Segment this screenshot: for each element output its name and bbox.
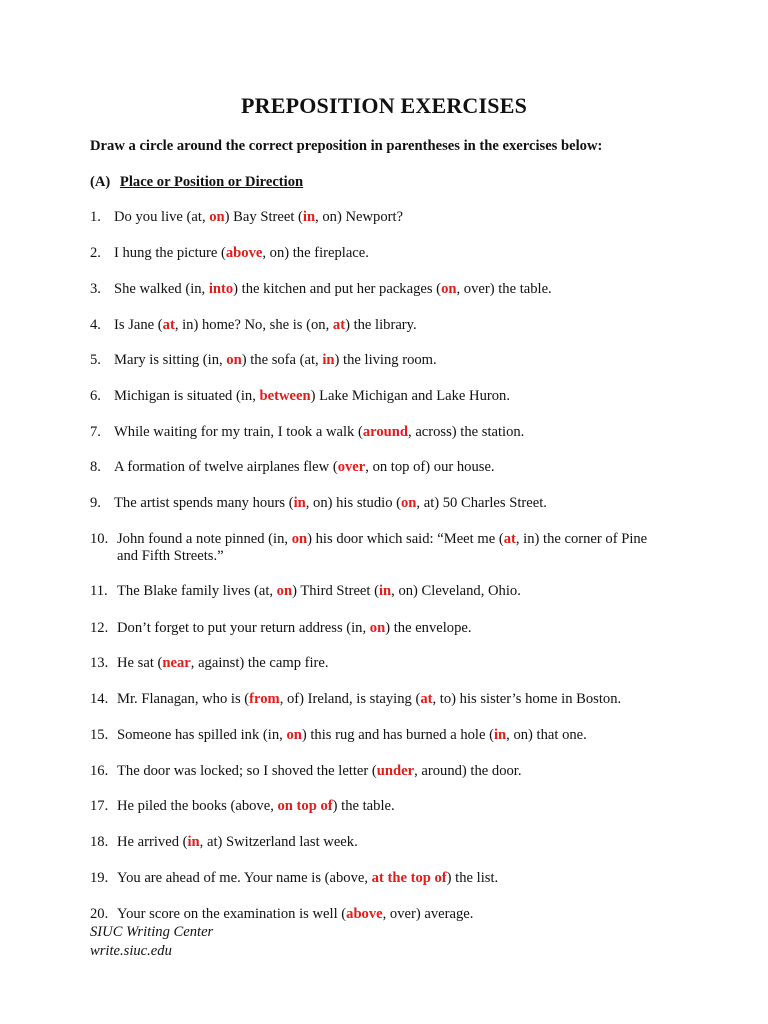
correct-preposition: between (259, 388, 311, 404)
exercise-item (90, 727, 700, 744)
sentence-text: Mr. Flanagan, who is ( (117, 691, 250, 707)
correct-preposition: near (162, 655, 191, 671)
correct-preposition: above (225, 245, 263, 261)
correct-preposition: at (332, 317, 346, 333)
exercise-item (90, 495, 700, 512)
correct-preposition: around (362, 424, 409, 440)
sentence-text: , over) the table. (456, 281, 552, 297)
correct-preposition: in (493, 727, 507, 743)
sentence-text: , at) Switzerland last week. (199, 834, 358, 850)
sentence-text: He sat ( (117, 655, 163, 671)
footer-org: SIUC Writing Center (90, 924, 214, 940)
sentence-text: ) the living room. (334, 352, 437, 368)
exercise-number: 1. (90, 209, 101, 225)
exercise-item (90, 763, 700, 780)
exercise-item (90, 906, 700, 923)
exercise-item (90, 352, 700, 369)
exercise-item (90, 691, 700, 708)
section-heading (90, 174, 303, 191)
sentence-text: , of) Ireland, is staying ( (279, 691, 421, 707)
section-title: Place or Position or Direction (119, 174, 304, 190)
sentence-text: He piled the books (above, (117, 798, 278, 814)
exercise-item (90, 834, 700, 851)
exercise-number: 5. (90, 352, 101, 368)
exercise-number: 4. (90, 317, 101, 333)
sentence-text: Michigan is situated (in, (114, 388, 260, 404)
sentence-text: , across) the station. (408, 424, 525, 440)
exercise-item (90, 620, 700, 637)
sentence-text: , on) his studio ( (305, 495, 401, 511)
sentence-text: John found a note pinned (in, (117, 531, 292, 547)
correct-preposition: from (249, 691, 280, 707)
correct-preposition: on (226, 352, 242, 368)
exercise-number: 6. (90, 388, 101, 404)
correct-preposition: at (420, 691, 433, 707)
correct-preposition: under (376, 763, 415, 779)
exercise-number: 20. (90, 906, 109, 922)
exercise-number: 15. (90, 727, 109, 743)
exercise-number: 8. (90, 459, 101, 475)
sentence-text: , on) that one. (506, 727, 587, 743)
sentence-text: ) the list. (446, 870, 499, 886)
sentence-text: , on) Cleveland, Ohio. (391, 583, 521, 599)
sentence-text: , around) the door. (414, 763, 522, 779)
sentence-text: ) the kitchen and put her packages ( (233, 281, 442, 297)
exercise-item (90, 209, 700, 226)
correct-preposition: on (441, 281, 457, 297)
sentence-text: Someone has spilled ink (in, (117, 727, 287, 743)
sentence-text: The door was locked; so I shoved the letter ( (117, 763, 377, 779)
sentence-text: Do you live (at, (114, 209, 210, 225)
sentence-text: , on) Newport? (315, 209, 404, 225)
exercise-number: 9. (90, 495, 101, 511)
correct-preposition: over (337, 459, 366, 475)
correct-preposition: on (291, 531, 308, 547)
sentence-text: , to) his sister’s home in Boston. (432, 691, 622, 707)
page-title: PREPOSITION EXERCISES (241, 93, 527, 118)
sentence-text: , at) 50 Charles Street. (416, 495, 547, 511)
exercise-number: 7. (90, 424, 101, 440)
sentence-text: Your score on the examination is well ( (117, 906, 347, 922)
sentence-text: ) Third Street ( (292, 583, 379, 599)
sentence-text: ) the library. (345, 317, 417, 333)
exercise-number: 14. (90, 691, 109, 707)
sentence-text: Don’t forget to put your return address (in, (117, 620, 370, 636)
correct-preposition: on (276, 583, 293, 599)
correct-preposition: into (208, 281, 234, 297)
sentence-text: The artist spends many hours ( (114, 495, 294, 511)
exercise-item (90, 459, 700, 476)
exercise-number: 19. (90, 870, 109, 886)
exercise-item (90, 655, 700, 672)
instructions: Draw a circle around the correct preposition in parentheses in the exercises below: (90, 138, 603, 154)
correct-preposition: on (369, 620, 386, 636)
sentence-text: A formation of twelve airplanes flew ( (114, 459, 338, 475)
correct-preposition: in (322, 352, 335, 368)
exercise-number: 2. (90, 245, 101, 261)
sentence-text: ) Bay Street ( (224, 209, 303, 225)
exercise-item (90, 531, 700, 565)
correct-preposition: at (503, 531, 516, 547)
sentence-text: , against) the camp fire. (190, 655, 329, 671)
sentence-text: , in) home? No, she is (on, (174, 317, 333, 333)
sentence-text: ) Lake Michigan and Lake Huron. (310, 388, 510, 404)
exercise-item (90, 798, 700, 815)
correct-preposition: on top of (277, 798, 333, 814)
exercise-item (90, 583, 700, 600)
exercise-number: 18. (90, 834, 109, 850)
sentence-text: , in) the corner of Pine (515, 531, 648, 547)
sentence-text: ) his door which said: “Meet me ( (307, 531, 504, 547)
sentence-text: She walked (in, (114, 281, 209, 297)
correct-preposition: in (302, 209, 316, 225)
sentence-text: Mary is sitting (in, (114, 352, 227, 368)
sentence-text: You are ahead of me. Your name is (above, (117, 870, 372, 886)
section-label: (A) (90, 174, 111, 190)
sentence-text: ) this rug and has burned a hole ( (301, 727, 494, 743)
sentence-text: While waiting for my train, I took a walk ( (114, 424, 363, 440)
exercise-number: 16. (90, 763, 109, 779)
sentence-text: , on top of) our house. (365, 459, 495, 475)
correct-preposition: above (346, 906, 383, 922)
sentence-text: ) the sofa (at, (241, 352, 323, 368)
correct-preposition: on (286, 727, 302, 743)
sentence-text: ) the envelope. (385, 620, 472, 636)
exercise-item (90, 388, 700, 405)
sentence-text: ) the table. (332, 798, 395, 814)
exercise-item (90, 317, 700, 334)
correct-preposition: at (162, 317, 175, 333)
correct-preposition: on (209, 209, 225, 225)
exercise-item (90, 245, 700, 262)
sentence-text: The Blake family lives (at, (117, 583, 277, 599)
exercise-number: 13. (90, 655, 109, 671)
sentence-text: I hung the picture ( (114, 245, 226, 261)
exercise-number: 10. (90, 531, 109, 547)
correct-preposition: at the top of (371, 870, 447, 886)
sentence-text: He arrived ( (117, 834, 188, 850)
exercise-number: 17. (90, 798, 109, 814)
exercise-item (90, 281, 700, 298)
sentence-text: , over) average. (382, 906, 474, 922)
sentence-text: Is Jane ( (114, 317, 163, 333)
exercise-item (90, 424, 700, 441)
exercise-number: 11. (90, 583, 108, 599)
correct-preposition: in (293, 495, 306, 511)
correct-preposition: on (401, 495, 417, 511)
exercise-item (90, 870, 700, 887)
correct-preposition: in (378, 583, 392, 599)
footer-url: write.siuc.edu (90, 943, 172, 959)
exercise-number: 12. (90, 620, 109, 636)
sentence-text: , on) the fireplace. (262, 245, 369, 261)
correct-preposition: in (187, 834, 200, 850)
exercise-number: 3. (90, 281, 101, 297)
sentence-continuation: and Fifth Streets.” (117, 548, 224, 564)
